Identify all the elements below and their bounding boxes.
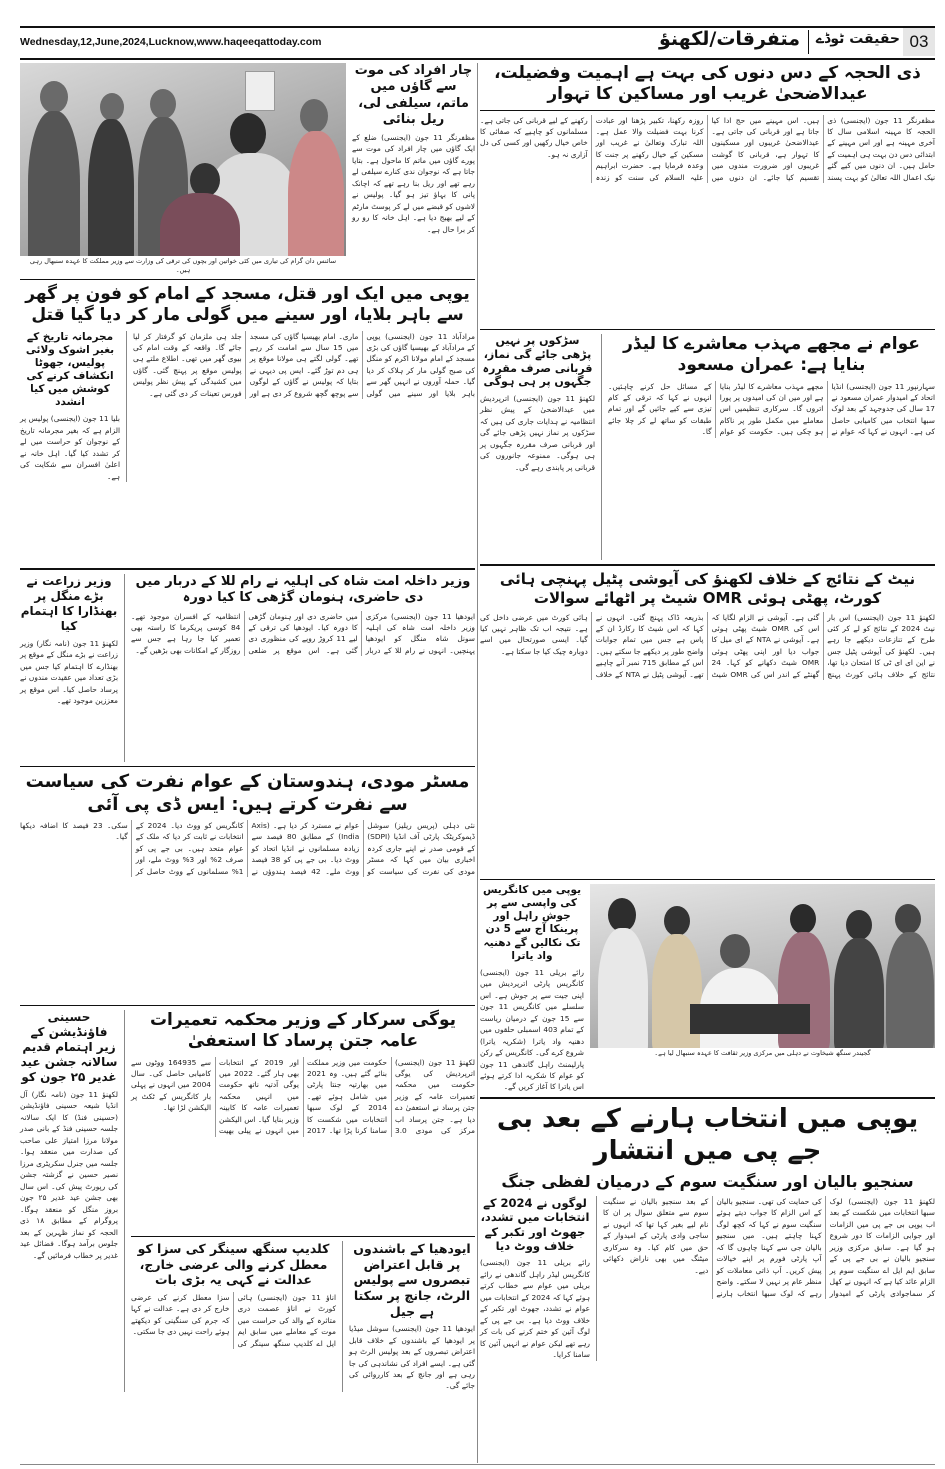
article-body: سہارنپور 11 جون (ایجنسی) انڈیا اتحاد کے امیدوار عمران مسعود نے 17 سال کی جدوجہد کے بعد لوک سبھا انتخاب میں کامیابی حاصل کی ہے۔ انہوں نے کہا کہ عوام نے مجھے مہذب معاشرے کا لیڈر بنایا ہے اور میں ان کی امیدوں پر پورا اتروں گا۔ سرکاری تنظیمیں اس معاملے میں مکمل طور پر ناکام ہو چکی ہیں۔ حکومت کو عوام کے مسائل حل کرنے چاہئیں۔ انہوں نے کہا کہ ترقی کے کام تیزی سے کیے جائیں گے اور تمام طبقات کو ساتھ لے کر چلا جائے گا۔ xyxy=(608,381,935,437)
article-body: ایودھیا 11 جون (ایجنسی) سوشل میڈیا پر ایودھیا کے باشندوں کے خلاف قابل اعتراض تبصروں کے بعد پولیس الرٹ ہو گئی ہے۔ ایسے افراد کی نشاندہی کی جا رہی ہے اور جانچ کے بعد کارروائی کی جائے گی۔ xyxy=(349,1324,475,1391)
headline: وزیر داخلہ امت شاہ کی اہلیہ نے رام للا کے دربار میں دی حاضری، ہنومان گڑھی کا کیا دورہ xyxy=(135,574,471,606)
article-body: مرادآباد 11 جون (ایجنسی) یوپی کے مرادآباد کے بھیسیا گاؤں کی بڑی مسجد کے امام مولانا اکرم کو منگل کی صبح گولی مار کر ہلاک کر دیا گیا۔ حملہ آوروں نے انہیں گھر سے باہر بلایا اور سینے میں گولی ماری۔ امام بھیسیا گاؤں کی مسجد میں 15 سال سے امامت کر رہے تھے۔ گولی لگتے ہی مولانا موقع پر ہی دم توڑ گئے۔ ایس پی دیہی نے بتایا کہ پولیس نے گاؤں کے لوگوں سے پوچھ گچھ شروع کر دی ہے اور جلد ہی ملزمان کو گرفتار کر لیا جائے گا۔ واقعہ کے وقت امام کی بیوی گھر میں تھی۔ اطلاع ملتے ہی پولیس موقع پر پہنچ گئی۔ گاؤں میں کشیدگی کے پیش نظر پولیس فورس تعینات کر دی گئی ہے۔ xyxy=(133,331,475,398)
article-body: ایودھیا 11 جون (ایجنسی) مرکزی وزیر داخلہ امت شاہ کی اہلیہ سونل شاہ منگل کو ایودھیا پہنچیں۔ انہوں نے رام للا کے دربار میں حاضری دی اور ہنومان گڑھی کا دورہ کیا۔ ایودھیا کی ترقی کے لیے 11 کروڑ روپے کی منظوری دی گئی ہے۔ اس موقع پر ضلعی انتظامیہ کے افسران موجود تھے۔ 84 کوسی پریکرما کا راستہ بھی تعمیر کیا جا رہا ہے جس سے روزگار کے امکانات بھی بڑھیں گے۔ xyxy=(131,611,475,655)
column-rule xyxy=(124,1010,125,1392)
dateline: Wednesday,12,June,2024,Lucknow,www.haqeeqattoday.com xyxy=(20,36,322,48)
rule xyxy=(480,110,935,111)
section-title: متفرقات/لکھنؤ xyxy=(658,28,800,50)
congress-row xyxy=(480,884,935,1093)
header-bottom-rule xyxy=(20,58,935,60)
article-jitin-prasad xyxy=(131,1010,475,1232)
headline: نیٹ کے نتائج کے خلاف لکھنؤ کی آیوشی پٹیل پہنچی ہائی کورٹ، پھٹی ہوئی OMR شیٹ پر اٹھائے سوالات xyxy=(499,570,916,607)
article-bjp-infighting xyxy=(480,1103,935,1361)
article-body: مظفرنگر 11 جون (ایجنسی) ذی الحجہ کا مہینہ اسلامی سال کا آخری مہینہ ہے اور اس مہینے کے ابتدائی دس دن بہت ہی اہمیت کے حامل ہیں۔ ان دنوں میں کیے گئے نیک اعمال اللہ تعالیٰ کو بہت پسند ہیں۔ اس مہینے میں حج ادا کیا جاتا ہے اور قربانی کی جاتی ہے۔ عیدالاضحیٰ غریبوں اور مسکینوں کا تہوار ہے، قربانی کا گوشت غریبوں اور ضرورت مندوں میں تقسیم کیا جائے۔ ان دنوں میں روزہ رکھنا، تکبیر پڑھنا اور عبادت کرنا بہت فضیلت والا عمل ہے۔ اللہ تبارک وتعالیٰ نے غریب اور مسکین کے خیال رکھنے پر جنت کا وعدہ فرمایا ہے۔ حضرت ابراہیم علیہ السلام کی سنت کو زندہ رکھنے کے لیے قربانی کی جاتی ہے۔ مسلمانوں کو چاہیے کہ صفائی کا خاص خیال رکھیں اور کسی کی دل آزاری نہ ہو۔ xyxy=(480,115,935,182)
article-dhul-hijjah xyxy=(480,63,935,325)
rule xyxy=(20,1005,475,1006)
bottom-left-row xyxy=(20,1010,475,1392)
event-photo xyxy=(20,63,346,275)
logo: حقیقت ٹوڈے xyxy=(815,31,900,47)
article-rahul-vote xyxy=(480,1196,590,1361)
imran-masood-row xyxy=(480,334,935,560)
headline: ایودھیا کے باشندوں پر قابل اعتراض تبصروں سے پولیس الرٹ، جانچ پر سکتا ہے جیل xyxy=(353,1241,471,1319)
column-rule xyxy=(126,331,127,483)
section-rule xyxy=(20,568,475,570)
headline: یوپی میں کانگریس کی واپسی سے پر جوش راہل اور پرینکا آج سے 5 دن تک نکالیں گے دھنیہ واد یاترا xyxy=(482,884,582,962)
rule xyxy=(20,766,475,767)
subheadline: سنجیو بالیان اور سنگیت سوم کے درمیان لفظی جنگ xyxy=(501,1171,914,1191)
article-police xyxy=(20,331,120,483)
article-imam-killed xyxy=(20,284,475,564)
top-left-row xyxy=(20,63,475,275)
page-number: 03 xyxy=(903,28,935,56)
headline: وزیر زراعت نے بڑے منگل پر بھنڈارا کا اہتمام کیا xyxy=(20,574,118,633)
center-column-rule xyxy=(477,63,478,1463)
article-body: مظفرنگر 11 جون (ایجنسی) ضلع کے ایک گاؤں میں چار افراد کی موت سے پورے گاؤں میں ماتم کا ماحول ہے۔ بتایا جاتا ہے کہ نوجوان ندی کنارے سیلفی لے رہے تھے اور ریل بنا رہے تھے کہ اچانک پانی کا بہاؤ تیز ہو گیا۔ پولیس نے لاشوں کو قبضے میں لے کر پوسٹ مارٹم کے لیے بھیج دیا ہے۔ اہل خانہ کا رو رو کر برا حال ہے۔ xyxy=(352,133,475,234)
article-body: رائے بریلی 11 جون (ایجنسی) کانگریس پارٹی اترپردیش میں اپنی جیت سے پر جوش ہے۔ اس سلسلے میں کانگریس 11 جون سے 15 جون کے درمیان ریاست کے تمام 403 اسمبلی حلقوں میں دھنیہ واد یاترا (شکریہ یاترا) شروع کرے گی۔ کانگریس کے رکن پارلیمنٹ راہل گاندھی 11 جون کو عوام کا شکریہ ادا کرتے ہوئے اس یاترا کا آغاز کریں گے۔ xyxy=(480,967,584,1092)
rule xyxy=(20,279,475,280)
article-sdpi xyxy=(20,771,475,1001)
header-divider xyxy=(808,30,809,54)
article-congress-yatra xyxy=(480,884,584,1093)
rule xyxy=(480,1097,935,1099)
headline: مجرمانہ تاریخ کے بغیر اشوک ولائی پولیس، جھوٹا انکشاف کرنے کی کوشش میں کیا انشدد xyxy=(25,330,115,409)
rule xyxy=(131,1236,475,1237)
headline: سڑکوں پر نہیں پڑھی جائے گی نماز، قربانی صرف مقررہ جگہوں پر ہی ہوگی xyxy=(482,334,593,389)
headline: کلدیپ سنگھ سینگر کی سزا کو معطل کرنے والی عرضی خارج، عدالت نے کہی یہ بڑی بات xyxy=(137,1241,330,1288)
headline: ذی الحجہ کے دس دنوں کی بہت ہے اہمیت وفضیلت، عیدالاضحیٰ غریب اور مساکین کا تہوار xyxy=(494,63,921,105)
article-ayodhya-police xyxy=(349,1241,475,1392)
congress-photo xyxy=(590,884,935,1058)
footer-rule xyxy=(20,1464,935,1465)
column-rule xyxy=(596,1196,597,1361)
article-body: نئی دہلی (پریس ریلیز) سوشل ڈیموکریٹک پارٹی آف انڈیا (SDPI) کے قومی صدر نے اپنے جاری کردہ اخباری بیان میں کہا کہ مسٹر مودی کی نفرت کی سیاست کو عوام نے مسترد کر دیا ہے۔ (Axis India) کے مطابق 80 فیصد سے زیادہ مسلمانوں نے انڈیا اتحاد کو ووٹ دیا۔ بی جے پی کو 38 فیصد ووٹ ملے۔ 42 فیصد ہندوؤں نے کانگریس کو ووٹ دیا۔ 2024 کے انتخابات نے ثابت کر دیا کہ ملک کے عوام متحد ہیں۔ بی جے پی کو صرف 2% اور 3% ووٹ ملے، اور 1% مسلمانوں کے ووٹ حاصل کر سکی۔ 23 فیصد کا اضافہ دیکھا گیا۔ xyxy=(20,821,475,876)
headline: لوگوں نے 2024 کے انتخابات میں تشدد، جھوٹ اور تکبر کے خلاف ووٹ دیا xyxy=(480,1195,590,1254)
column-rule xyxy=(124,574,125,762)
bjp-row xyxy=(480,1196,935,1361)
article-body: بلیا 11 جون (ایجنسی) پولیس پر الزام ہے کہ بغیر مجرمانہ تاریخ کے نوجوان کو حراست میں لے کر تشدد کیا گیا۔ اہل خانہ نے اعلیٰ افسران سے شکایت کی ہے۔ xyxy=(20,414,120,481)
photo-caption: سائنس دان گرام کی تیاری میں کئی خواتین اور بچوں کی ترقی کی وزارت سے وزیر مملکت کا عہدہ سنبھال رہی ہیں۔ xyxy=(20,256,346,275)
middle-left-row xyxy=(20,574,475,762)
article-amit-shah-wife xyxy=(131,574,475,656)
article-body: لکھنؤ 11 جون (نامہ نگار) آل انڈیا شیعہ حسینی فاؤنڈیشن (حسینی فنڈ) کا ایک سالانہ جلسہ حسینی فنڈ کے بانی صدر مولانا مرزا امتیاز علی صاحب کی صدارت میں منعقد ہوا۔ جلسہ میں جنرل سکریٹری مرزا نصیر حسین نے گزشتہ جشن کی رپورٹ پیش کی۔ اس سال بھی جشن عید غدیر ۲۵ جون بروز منگل کو منعقد ہوگا۔ پروگرام کے مطابق ۱۸ ذی الحجہ کو نماز ظہرین کے بعد جلوس برآمد ہوگا۔ فضائل عید غدیر پر خطاب فرمائیں گے۔ xyxy=(20,1090,118,1260)
headline: چار افراد کی موت سے گاؤں میں ماتم، سیلفی لی، ریل بنائی xyxy=(354,63,473,127)
article-kuldeep-sengar xyxy=(131,1241,336,1349)
article-namaz-roads xyxy=(480,334,595,473)
headline: حسینی فاؤنڈیشن کے زیر اہتمام قدیم سالانہ جشن عید غدیر ۲۵ جون کو xyxy=(20,1010,118,1084)
article-body: لکھنؤ 11 جون (ایجنسی) اترپردیش میں عیدالاضحیٰ کے پیش نظر انتظامیہ نے ہدایات جاری کی ہیں کہ سڑکوں پر نماز نہیں پڑھی جائے گی اور قربانی صرف مقررہ جگہوں پر ہی ہوگی۔ ممنوعہ جانوروں کی قربانی پر پابندی رہے گی۔ xyxy=(480,394,595,472)
article-row xyxy=(20,331,475,483)
article-husaini-foundation xyxy=(20,1010,118,1261)
article-neet xyxy=(480,570,935,875)
kuldeep-ayodhya-row xyxy=(131,1241,475,1392)
article-imran-masood xyxy=(608,334,935,438)
column-rule xyxy=(342,1241,343,1392)
section-rule xyxy=(480,564,935,566)
rule xyxy=(480,329,935,330)
article-body: لکھنؤ 11 جون (نامہ نگار) وزیر زراعت نے بڑے منگل کے موقع پر بھنڈارے کا اہتمام کیا جس میں بڑی تعداد میں عقیدت مندوں نے پرساد حاصل کیا۔ اس موقع پر معززین موجود تھے۔ xyxy=(20,639,119,706)
article-body: لکھنؤ 11 جون (ایجنسی) اس بار نیٹ 2024 کے نتائج کو لے کر کئی طرح کے تنازعات دیکھے جا رہے ہیں۔ لکھنؤ کی آیوشی پٹیل جس نے این ای ای ٹی کا امتحان دیا تھا، نتائج کے خلاف ہائی کورٹ پہنچ گئی ہے۔ آیوشی نے الزام لگایا کہ اس کی OMR شیٹ پھٹی ہوئی ہے۔ آیوشی نے NTA کے ای میل کا جواب دیا اور اپنی پھٹی ہوئی OMR شیٹ دکھانے کو کہا۔ 24 گھنٹے کے اندر اس کی OMR شیٹ بذریعہ ڈاک پہنچ گئی۔ انہوں نے کہا کہ اس شیٹ کا رکارڈ ان کے پاس ہے جس میں تمام جوابات واضح طور پر دیکھے جا سکتے ہیں۔ اس کے مطابق 715 نمبر آنے چاہیے تھے۔ آیوشی پٹیل نے NTA کے خلاف ہائی کورٹ میں عرضی داخل کی ہے۔ نتیجہ اب تک ظاہر نہیں کیا گیا۔ ایسی صورتحال میں اسے دوبارہ چیک کیا جا سکتا ہے۔ xyxy=(480,612,936,679)
column-rule xyxy=(601,334,602,560)
bottom-left-stack xyxy=(131,1010,475,1392)
rule xyxy=(480,879,935,880)
headline: یوگی سرکار کے وزیر محکمہ تعمیرات عامہ جتن پرساد کا استعفیٰ xyxy=(149,1010,457,1052)
article-body: رائے بریلی 11 جون (ایجنسی) کانگریس لیڈر راہل گاندھی نے رائے بریلی میں عوام سے خطاب کرتے ہوئے کہا کہ 2024 کے انتخابات میں عوام نے تشدد، جھوٹ اور تکبر کے خلاف ووٹ دیا ہے۔ بی جے پی کے لوگ آئین کو ختم کرنے کی بات کر رہے تھے لیکن عوام نے انہیں آئین کا سامنا کرایا۔ xyxy=(480,1258,590,1360)
article-four-deaths xyxy=(352,63,475,235)
article-body: اناؤ 11 جون (ایجنسی) ہائی کورٹ نے اناؤ عصمت دری متاثرہ کے والد کی حراست میں موت کے معاملے میں سابق ایم ایل اے کلدیپ سنگھ سینگر کی سزا معطل کرنے کی عرضی خارج کر دی ہے۔ عدالت نے کہا کہ جرم کی سنگینی کو دیکھتے ہوئے راحت نہیں دی جا سکتی۔ xyxy=(131,1292,337,1348)
right-column xyxy=(480,63,935,1361)
headline: یوپی میں ایک اور قتل، مسجد کے امام کو فون پر گھر سے باہر بلایا، اور سینے میں گولی مار کر دیا گیا قتل xyxy=(25,284,470,326)
headline: یوپی میں انتخاب ہارنے کے بعد بی جے پی میں انتشار xyxy=(496,1103,919,1167)
article-agriculture-minister xyxy=(20,574,118,707)
left-column xyxy=(20,63,475,1392)
headline: عوام نے مجھے مہذب معاشرے کا لیڈر بنایا ہے: عمران مسعود xyxy=(623,334,920,376)
article-body: لکھنؤ 11 جون (ایجنسی) لوک سبھا انتخابات میں شکست کے بعد اب یوپی بی جے پی میں الزامات اور جوابی الزامات کا دور شروع ہو گیا ہے۔ سابق مرکزی وزیر سنجیو بالیان نے بی جے پی کے سابق ایم ایل اے سنگیت سوم پر الزام عائد کیا ہے کہ انہوں نے کھل کر سماجوادی پارٹی کے امیدوار کی حمایت کی تھی۔ سنجیو بالیان کے اس الزام کا جواب دیتے ہوئے سنگیت سوم نے کہا کہ کچھ لوگ کہنا چاہتے ہیں۔ میں سنجیو بالیان جی سے کہنا چاہوں گا کہ آپ پارٹی فورم پر اپنے خیالات پیش کریں۔ آپ ذاتی معاملات کو منظر عام پر نہیں لا سکتے۔ واضح رہے کہ لوک سبھا انتخاب ہارنے کے بعد سنجیو بالیان نے سنگیت سوم سے متعلق سوال پر ان کا نام لیے بغیر کہا تھا کہ انہوں نے ساجی وادی پارٹی کے امیدوار کے حق میں کام کیا۔ وہ سرکاری میٹنگ میں بھی ناراض دکھائی دیے۔ xyxy=(603,1196,935,1298)
article-body: لکھنؤ 11 جون (ایجنسی) اترپردیش کی یوگی حکومت میں محکمہ تعمیرات عامہ کے وزیر جتن پرساد نے استعفیٰ دے دیا ہے۔ جتن پرساد اب مرکز کی مودی 3.0 حکومت میں وزیر مملکت بنائے گئے ہیں۔ وہ 2021 میں بھارتیہ جنتا پارٹی میں شامل ہوئے تھے۔ 2014 کے لوک سبھا انتخابات میں شکست کا سامنا کرنا پڑا تھا۔ 2017 اور 2019 کے انتخابات بھی ہار گئے۔ 2022 میں یوگی آدتیہ ناتھ حکومت میں انہیں محکمہ تعمیرات عامہ کا کابینہ وزیر بنایا گیا۔ اس الیکشن میں انہوں نے پیلی بھیت سے 164935 ووٹوں سے کامیابی حاصل کی۔ سال 2004 میں انہوں نے پہلی بار کانگریس کے ٹکٹ پر الیکشن لڑا تھا۔ xyxy=(131,1057,475,1136)
headline: مسٹر مودی، ہندوستان کے عوام نفرت کی سیاست سے نفرت کرتے ہیں: ایس ڈی پی آئی xyxy=(25,771,470,815)
photo-caption: گجیندر سنگھ شیخاوت نے دہلی میں مرکزی وزیر ثقافت کا عہدہ سنبھال لیا ہے۔ xyxy=(590,1048,935,1058)
